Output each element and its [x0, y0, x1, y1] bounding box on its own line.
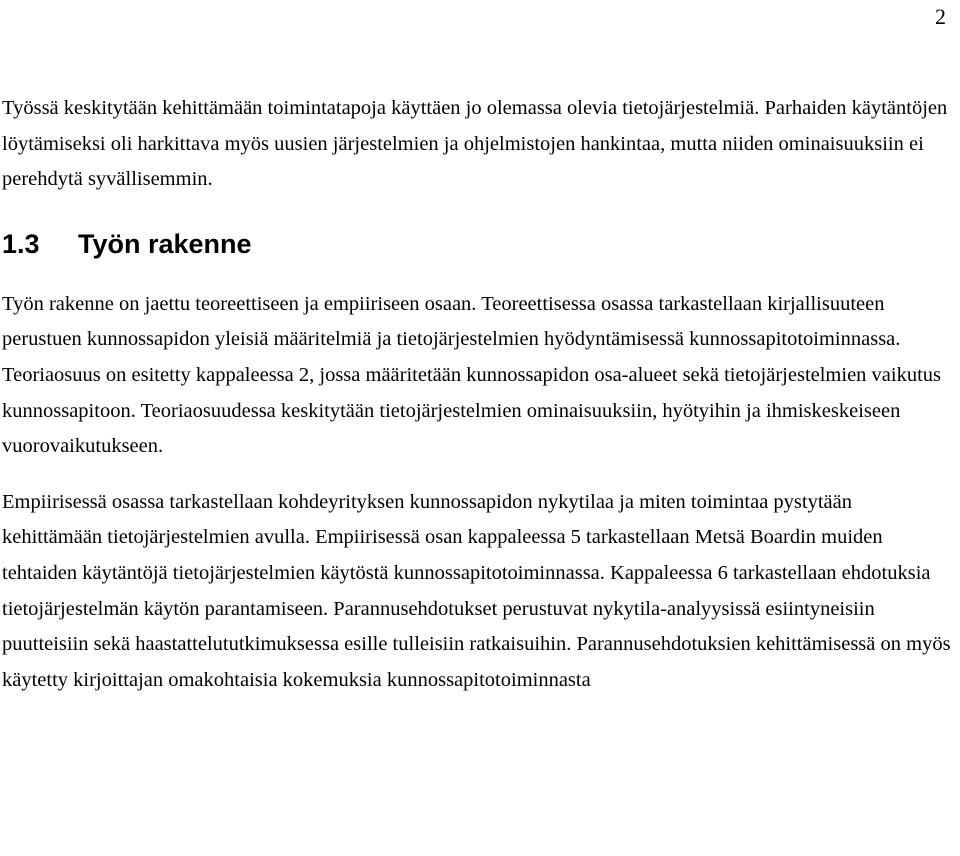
section-title: Työn rakenne	[78, 228, 252, 259]
paragraph-intro: Työssä keskitytään kehittämään toimintatapoja käyttäen jo olemassa olevia tietojärjestelmiä. Parhaiden käytäntöjen löytämiseksi oli harkittava myös uusien järjestelmien ja ohjelmistojen hankintaa, mutta niiden ominaisuuksiin ei perehdytä syvällisemmin.	[2, 97, 948, 191]
section-number: 1.3	[2, 228, 40, 259]
paragraph-empirical: Empiirisessä osassa tarkastellaan kohdeyrityksen kunnossapidon nykytilaa ja miten toimintaa pystytään kehittämään tietojärjestelmien avulla. Empiirisessä osan kappaleessa 5 tarkastellaan Metsä Boardin muiden tehtaiden käytäntöjä tietojärjestelmien käytöstä kunnossapitotoiminnassa. Kappaleessa 6 tarkastellaan ehdotuksia tietojärjestelmän käytön parantamiseen. Parannusehdotukset perustuvat nykytila-analyysissä esiintyneisiin puutteisiin sekä haastattelututkimuksessa esille tulleisiin ratkaisuihin. Parannusehdotuksien kehittämisessä on myös käytetty kirjoittajan omakohtaisia kokemuksia kunnossapitotoiminnasta	[2, 490, 951, 691]
page-number: 2	[935, 4, 946, 29]
section-heading	[2, 228, 956, 260]
paragraph-structure: Työn rakenne on jaettu teoreettiseen ja empiiriseen osaan. Teoreettisessa osassa tarkastellaan kirjallisuuteen perustuen kunnossapidon yleisiä määritelmiä ja tietojärjestelmien hyödyntämisessä kunnossapitotoiminnassa. Teoriaosuus on esitetty kappaleessa 2, jossa määritetään kunnossapidon osa-alueet sekä tietojärjestelmien vaikutus kunnossapitoon. Teoriaosuudessa keskitytään tietojärjestelmien ominaisuuksiin, hyötyihin ja ihmiskeskeiseen vuorovaikutukseen.	[2, 292, 942, 458]
document-body	[2, 91, 956, 698]
